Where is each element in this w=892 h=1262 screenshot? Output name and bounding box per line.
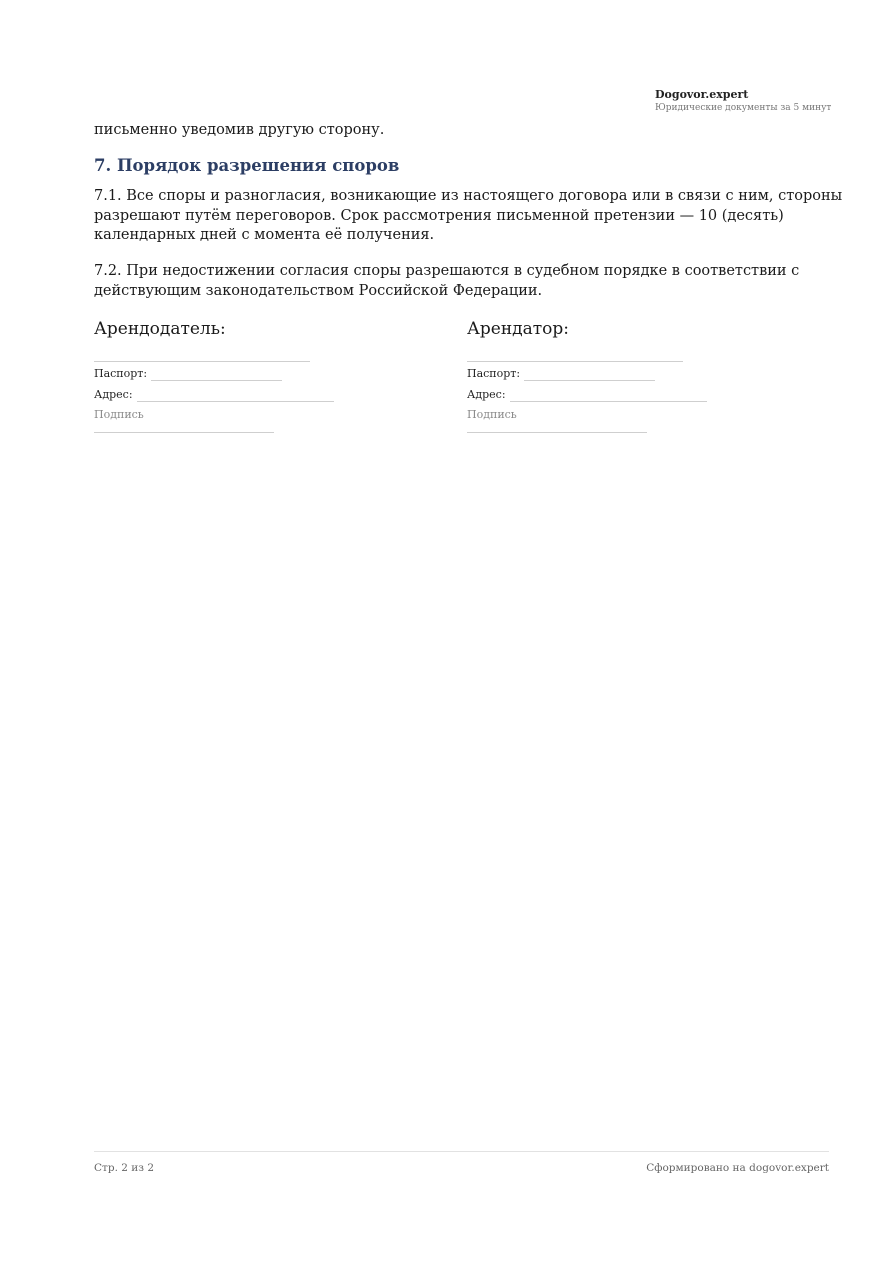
passport-field (151, 369, 282, 381)
address-field (510, 390, 707, 402)
signature-line (94, 432, 274, 433)
name-line (467, 361, 683, 362)
signature-line (467, 432, 647, 433)
address-row (467, 388, 707, 402)
brand-name: Dogovor.expert (655, 88, 749, 101)
address-label: Адрес: (94, 388, 133, 401)
passport-row (467, 367, 655, 381)
address-label: Адрес: (467, 388, 506, 401)
brand-block (655, 88, 831, 115)
party-landlord (94, 318, 394, 421)
passport-label: Паспорт: (94, 367, 148, 380)
footer-generated-by: Сформировано на dogovor.expert (646, 1162, 829, 1174)
party-title: Арендодатель: (94, 319, 226, 339)
signature-label: Подпись (94, 408, 144, 421)
signature-label: Подпись (467, 408, 517, 421)
passport-field (524, 369, 655, 381)
section-heading: 7. Порядок разрешения споров (94, 156, 400, 175)
passport-row (94, 367, 282, 381)
clause-7-2: 7.2. При недостижении согласия споры разрешаются в судебном порядке в соответствии с действующим законодательством Российской Федерации. (94, 263, 800, 299)
brand-tagline: Юридические документы за 5 минут (655, 103, 832, 113)
party-tenant (467, 318, 767, 421)
footer-divider (94, 1151, 829, 1152)
page-number: Стр. 2 из 2 (94, 1162, 155, 1174)
name-line (94, 361, 310, 362)
address-field (137, 390, 334, 402)
passport-label: Паспорт: (467, 367, 521, 380)
party-title: Арендатор: (467, 319, 569, 339)
address-row (94, 388, 334, 402)
clause-7-1: 7.1. Все споры и разногласия, возникающие из настоящего договора или в связи с ним, стороны разрешают путём переговоров. Срок рассмотрения письменной претензии — 10 (десять) календарных дней с момента её получения. (94, 188, 843, 243)
continued-paragraph: письменно уведомив другую сторону. (94, 122, 385, 138)
